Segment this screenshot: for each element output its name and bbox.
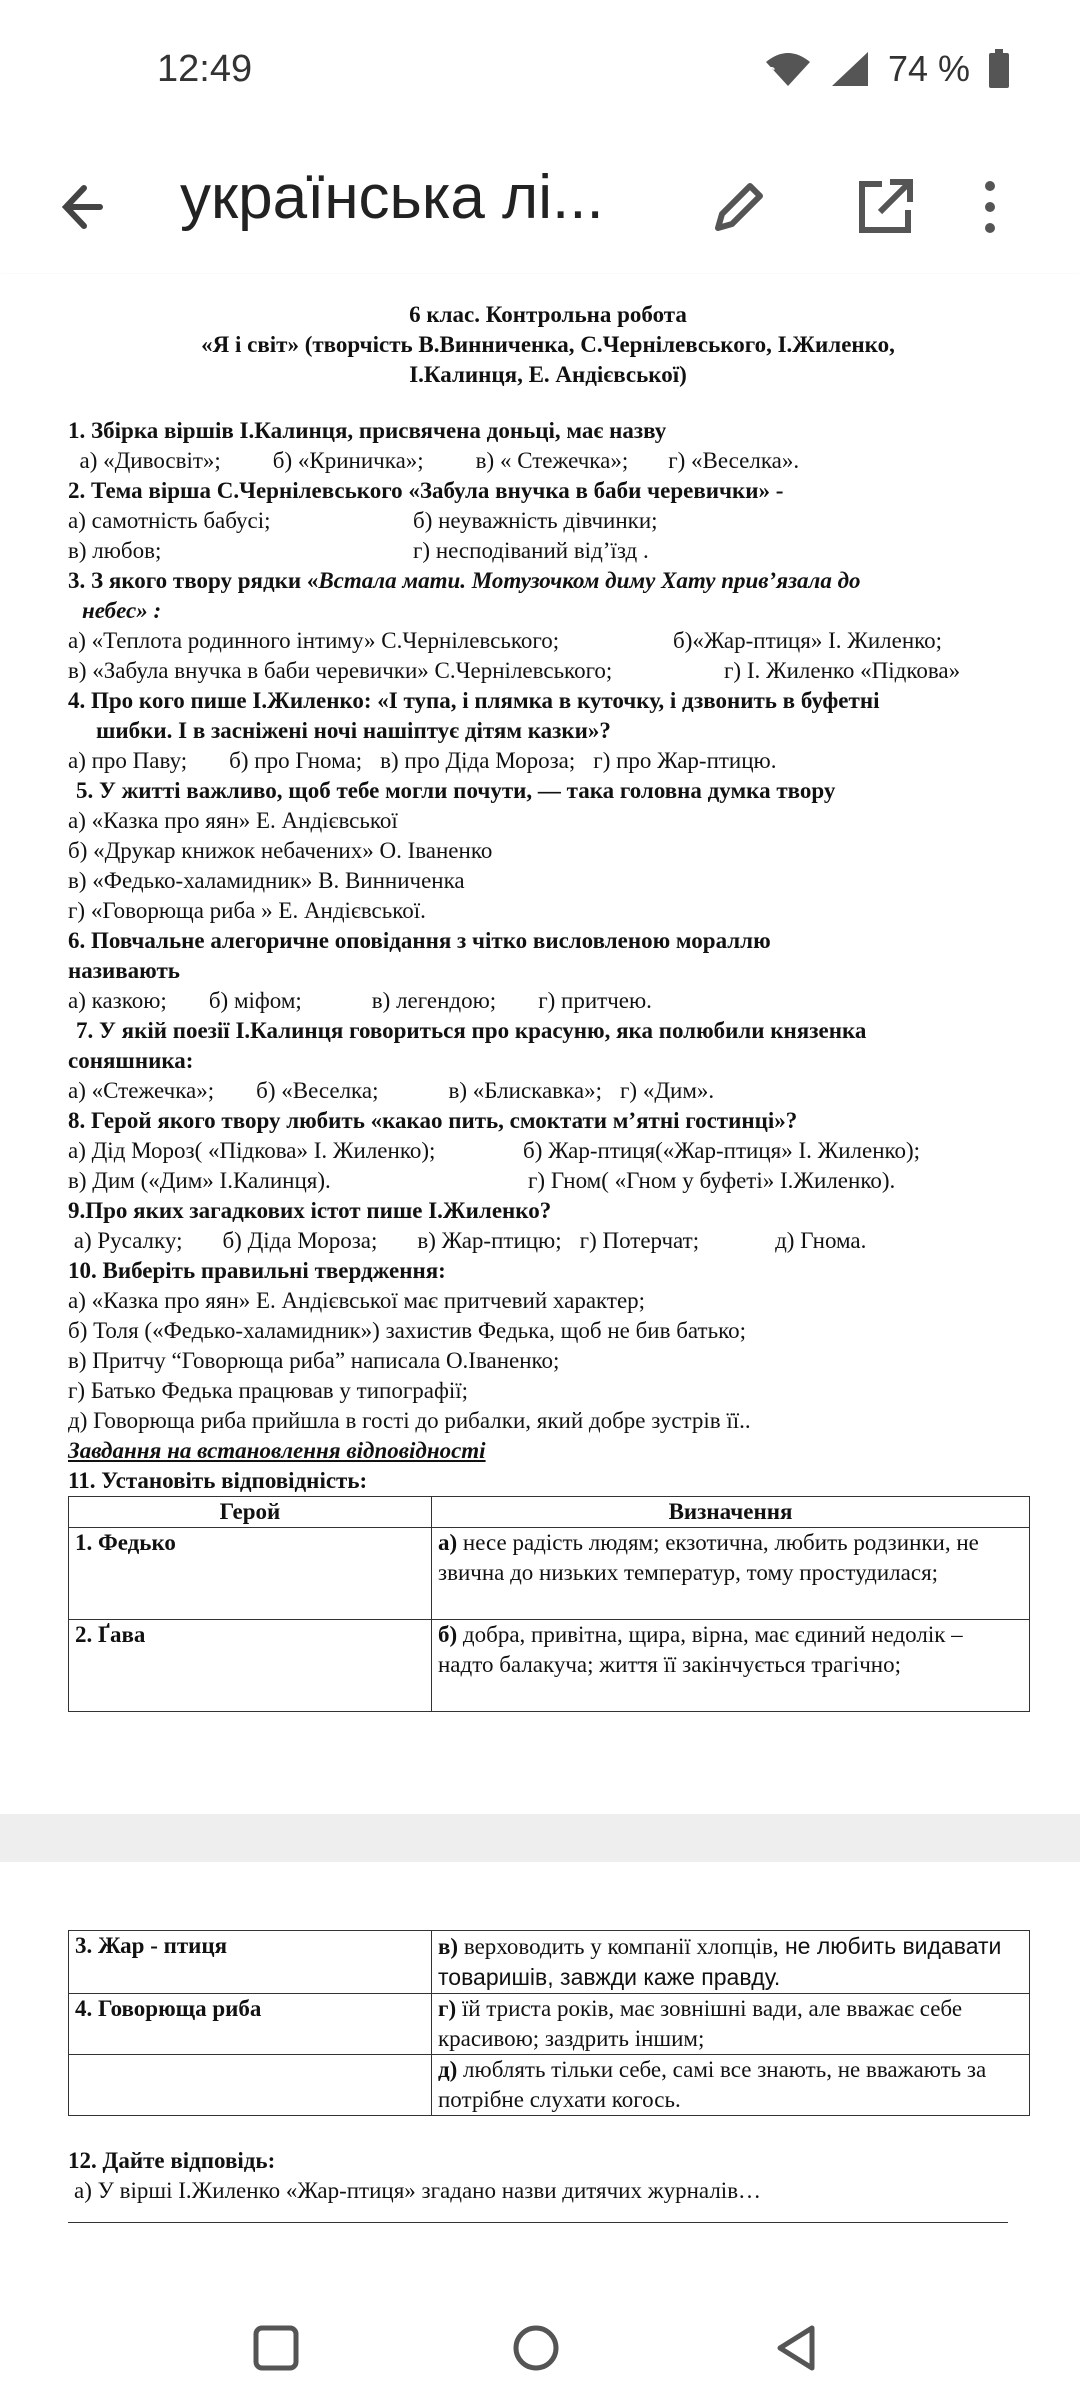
answers-2a: а) самотність бабусі; б) неуважність дівчинки;: [68, 508, 658, 533]
answers-3b: в) «Забула внучка в баби черевички» С.Чернілевського; г) І. Жиленко «Підкова»: [68, 658, 961, 683]
definition-cell: в) верховодить у компанії хлопців, не любить видавати товаришів, завжди каже правду.: [432, 1931, 1030, 1994]
question-7: 7. У якій поезії І.Калинця говориться про красуню, яка полюбили князенка: [76, 1018, 867, 1043]
answer-10a: а) «Казка про яян» Е. Андієвської має притчевий характер;: [68, 1288, 646, 1313]
hero-cell: 3. Жар - птиця: [69, 1931, 432, 1994]
table-row: [69, 1620, 1030, 1712]
question-11: 11. Установіть відповідність:: [68, 1468, 368, 1493]
hero-cell: 1. Федько: [69, 1528, 432, 1620]
question-4-cont: шибки. І в засніжені ночі нашіптує дітям казки»?: [96, 718, 611, 743]
doc-header-3: І.Калинця, Е. Андієвської): [409, 362, 687, 387]
hero-cell: 4. Говорюща риба: [69, 1994, 432, 2055]
answer-10b: б) Толя («Федько-халамидник») захистив Федька, щоб не бив батько;: [68, 1318, 746, 1343]
section-heading: Завдання на встановлення відповідності: [68, 1438, 486, 1463]
question-7-cont: соняшника:: [68, 1048, 194, 1073]
matching-table-2: [68, 1930, 1030, 2116]
question-6: 6. Повчальне алегоричне оповідання з чітко висловленою мораллю: [68, 928, 771, 953]
question-5: 5. У житті важливо, щоб тебе могли почути, — така головна думка твору: [76, 778, 836, 803]
question-1: 1. Збірка віршів І.Калинця, присвячена доньці, має назву: [68, 418, 667, 443]
answer-5d: г) «Говорюща риба » Е. Андієвської.: [68, 898, 426, 923]
document-body: [68, 300, 1028, 1712]
page-gap: [0, 1814, 1080, 1862]
answer-5a: а) «Казка про яян» Е. Андієвської: [68, 808, 398, 833]
table-row: [69, 1931, 1030, 1994]
matching-table-1: [68, 1496, 1030, 1712]
answer-12a: а) У вірші І.Жиленко «Жар-птиця» згадано назви дитячих журналів…: [74, 2178, 762, 2203]
answer-10e: д) Говорюща риба прийшла в гості до рибалки, який добре зустрів її..: [68, 1408, 751, 1433]
arrow-left-icon[interactable]: [48, 168, 126, 246]
question-3: 3. З якого твору рядки «Встала мати. Мотузочком диму Хату прив’язала до: [68, 568, 861, 593]
answer-5c: в) «Федько-халамидник» В. Винниченка: [68, 868, 465, 893]
answers-4: а) про Паву; б) про Гнома; в) про Діда Мороза; г) про Жар-птицю.: [68, 748, 777, 773]
answers-6: а) казкою; б) міфом; в) легендою; г) притчею.: [68, 988, 652, 1013]
triangle-back-icon[interactable]: [766, 2318, 826, 2378]
navigation-bar: [0, 2292, 1080, 2400]
answers-2b: в) любов; г) несподіваний від’їзд .: [68, 538, 649, 563]
doc-header-2: «Я і світ» (творчість В.Винниченка, С.Чернілевського, І.Жиленко,: [201, 332, 895, 357]
question-3-cont: небес» :: [82, 598, 162, 623]
table-row: [69, 1994, 1030, 2055]
question-12: 12. Дайте відповідь:: [68, 2148, 276, 2173]
wifi-icon: 6: [764, 50, 812, 88]
question-9: 9.Про яких загадкових істот пише І.Жиленко?: [68, 1198, 552, 1223]
question-4: 4. Про кого пише І.Жиленко: «І тупа, і плямка в куточку, і дзвонить в буфетні: [68, 688, 880, 713]
square-icon[interactable]: [246, 2318, 306, 2378]
status-bar: [0, 0, 1080, 140]
answer-line: [68, 2222, 1008, 2223]
status-icons: [764, 48, 1010, 90]
pencil-icon[interactable]: [700, 168, 778, 246]
definition-cell: б) добра, привітна, щира, вірна, має єдиний недолік – надто балакуча; життя її закінчується трагічно;: [432, 1620, 1030, 1712]
answers-8b: в) Дим («Дим» І.Калинця). г) Гном( «Гном у буфеті» І.Жиленко).: [68, 1168, 896, 1193]
question-2: 2. Тема вірша С.Чернілевського «Забула внучка в баби черевички» -: [68, 478, 784, 503]
answers-1: а) «Дивосвіт»; б) «Криничка»; в) « Стежечка»; г) «Веселка».: [79, 448, 800, 473]
document-title: українська лі...: [180, 163, 604, 232]
question-10: 10. Виберіть правильні твердження:: [68, 1258, 446, 1283]
signal-icon: [830, 50, 870, 88]
answers-7: а) «Стежечка»; б) «Веселка; в) «Блискавка»; г) «Дим».: [68, 1078, 715, 1103]
answers-9: а) Русалку; б) Діда Мороза; в) Жар-птицю; г) Потерчат; д) Гнома.: [73, 1228, 867, 1253]
circle-icon[interactable]: [506, 2318, 566, 2378]
clock: 12:49: [157, 48, 253, 90]
answer-10c: в) Притчу “Говорюща риба” написала О.Іваненко;: [68, 1348, 560, 1373]
open-external-icon[interactable]: [846, 168, 924, 246]
hero-cell: 2. Ґава: [69, 1620, 432, 1712]
battery-text: 74 %: [887, 48, 970, 89]
definition-cell: а) несе радість людям; екзотична, любить родзинки, не звична до низьких температур, тому простудилася;: [432, 1528, 1030, 1620]
table-head-hero: Герой: [69, 1497, 432, 1528]
hero-cell-empty: [69, 2055, 432, 2116]
table-row: [69, 2055, 1030, 2116]
answer-5b: б) «Друкар книжок небачених» О. Іваненко: [68, 838, 493, 863]
question-6-cont: називають: [68, 958, 180, 983]
definition-cell: д) люблять тільки себе, самі все знають, не вважають за потрібне слухати когось.: [432, 2055, 1030, 2116]
more-vert-icon[interactable]: [970, 168, 1010, 246]
answers-8a: а) Дід Мороз( «Підкова» І. Жиленко); б) Жар-птиця(«Жар-птиця» І. Жиленко);: [68, 1138, 921, 1163]
question-8: 8. Герой якого твору любить «какао пить, смоктати м’ятні гостинці»?: [68, 1108, 798, 1133]
table-row: [69, 1528, 1030, 1620]
app-bar: [0, 140, 1080, 274]
definition-cell: г) їй триста років, має зовнішні вади, але вважає себе красивою; заздрить іншим;: [432, 1994, 1030, 2055]
doc-header-1: 6 клас. Контрольна робота: [409, 302, 687, 327]
battery-icon: [988, 49, 1010, 89]
answers-3a: а) «Теплота родинного інтиму» С.Чернілевського; б)«Жар-птиця» І. Жиленко;: [68, 628, 943, 653]
answer-10d: г) Батько Федька працював у типографії;: [68, 1378, 469, 1403]
document-body-2: [68, 1930, 1028, 2223]
table-head-definition: Визначення: [432, 1497, 1030, 1528]
